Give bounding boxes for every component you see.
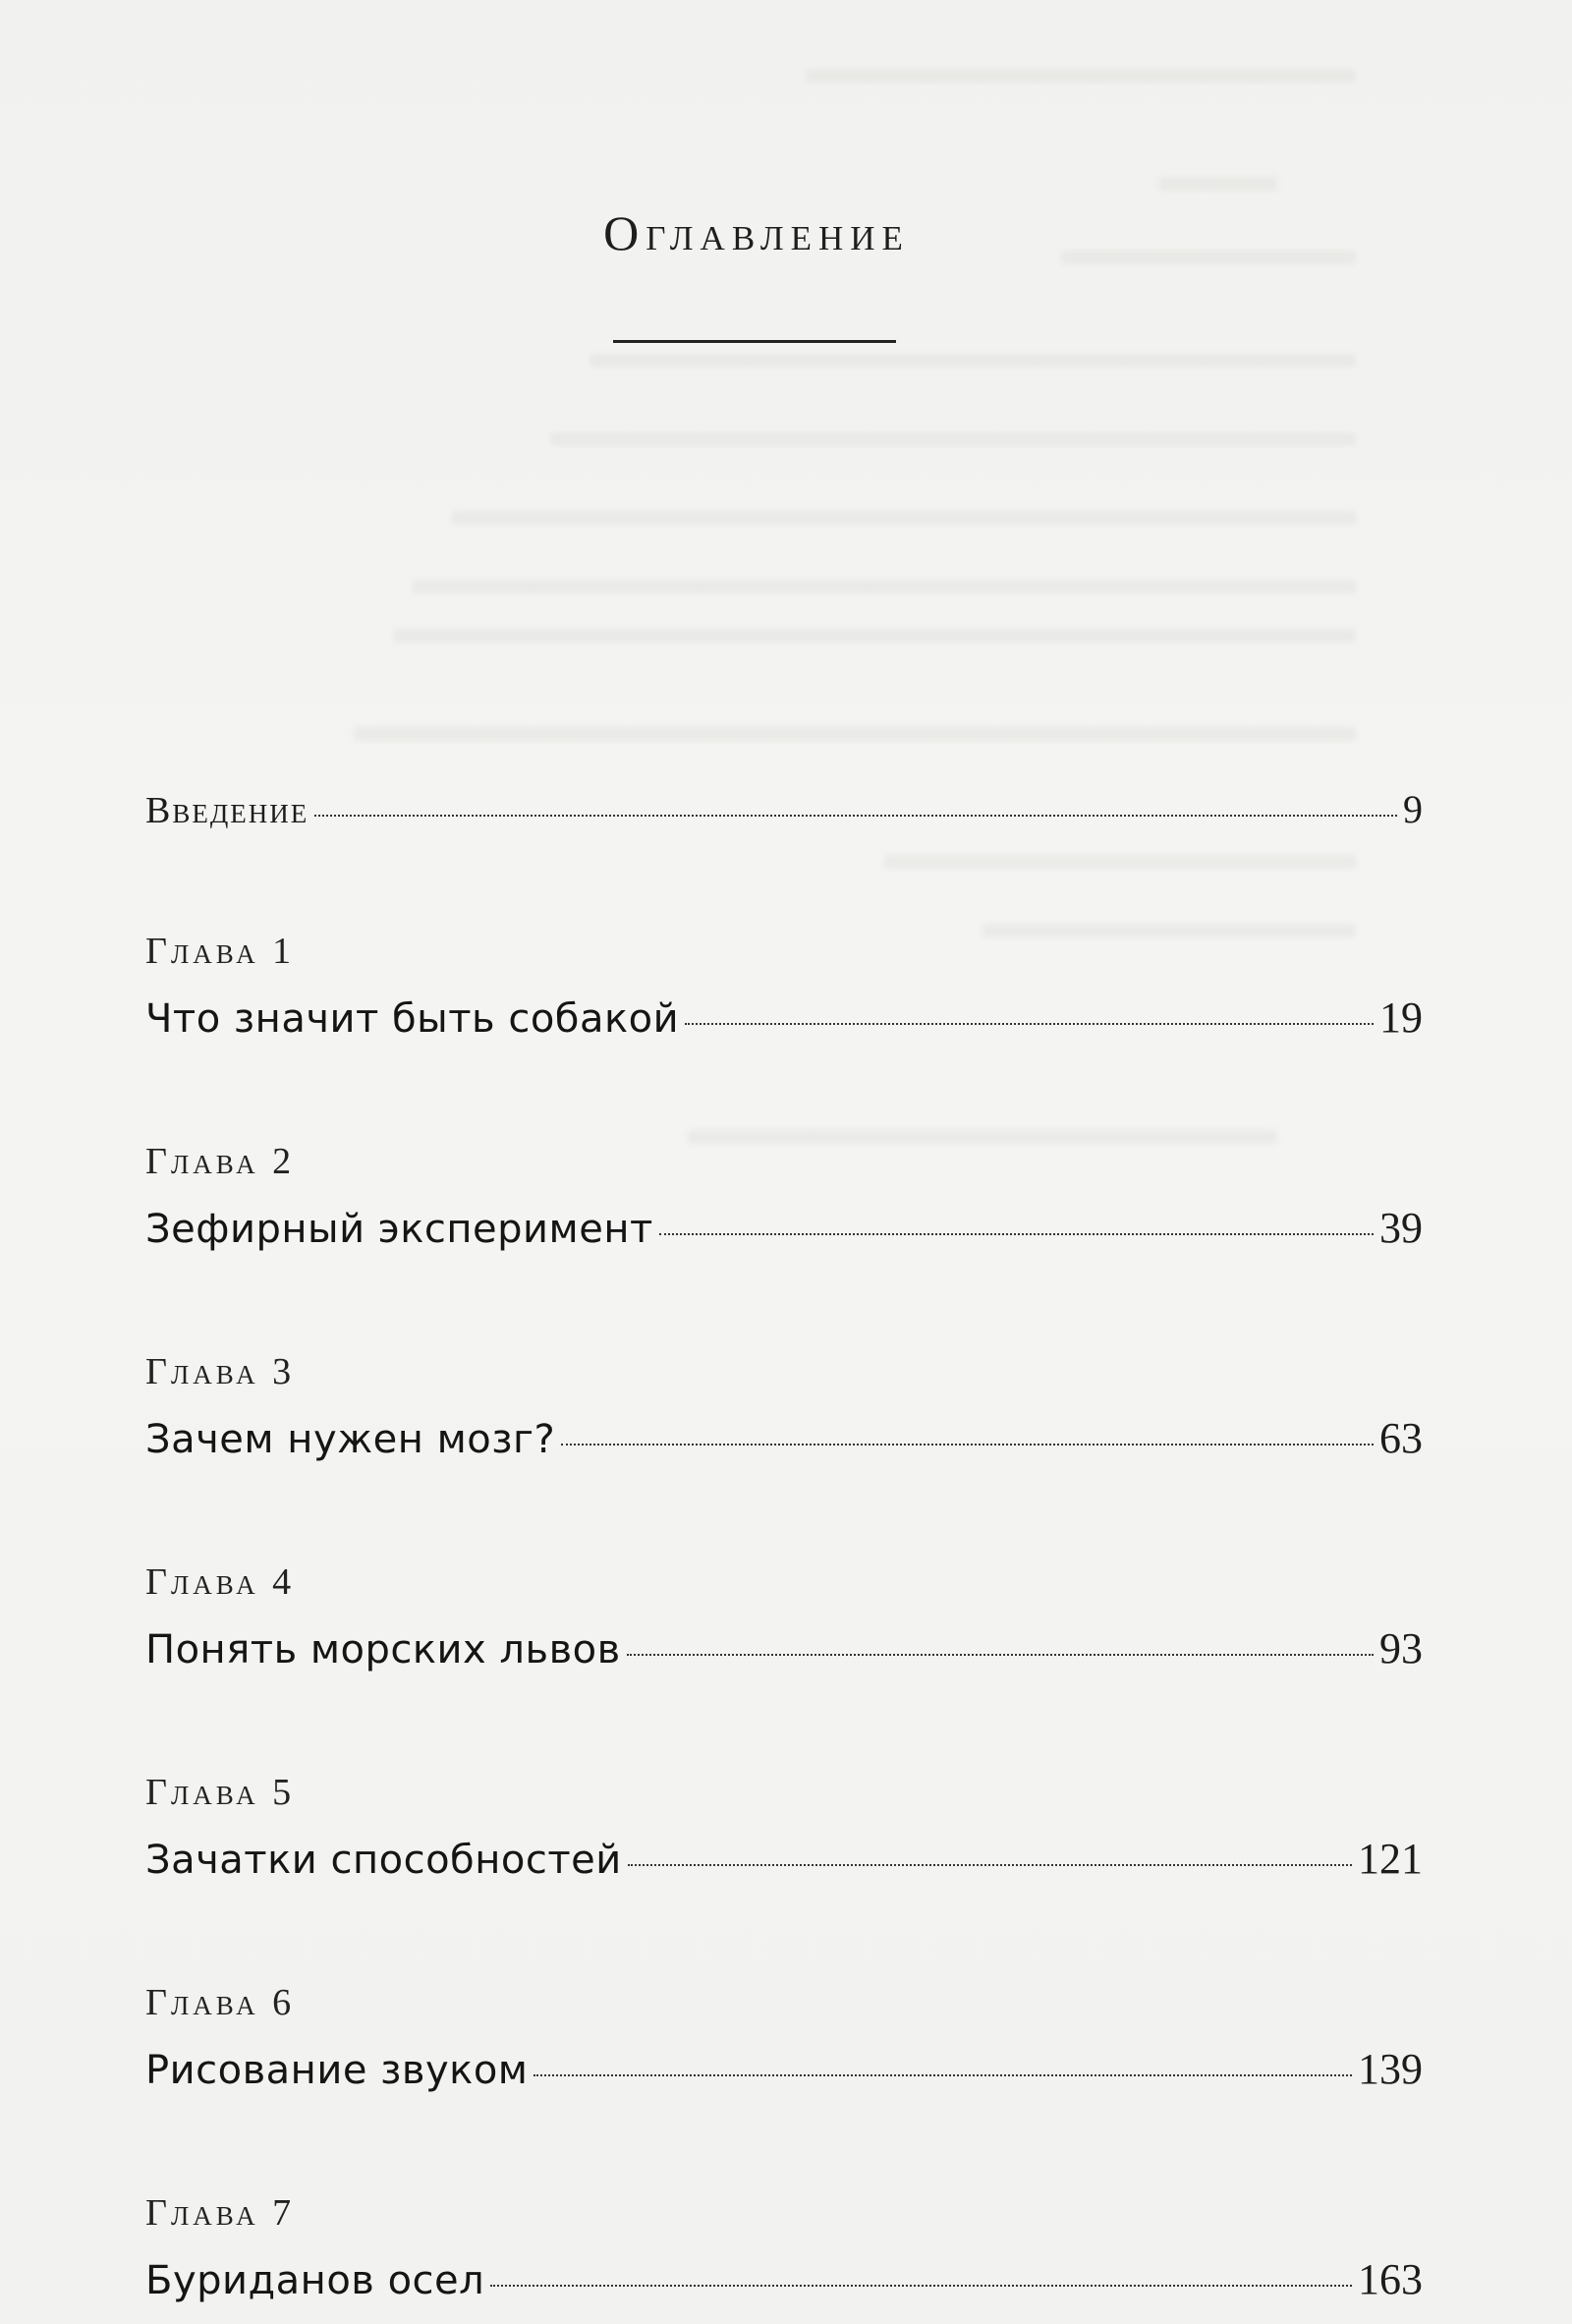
toc-page-number: 9 bbox=[1403, 787, 1423, 831]
toc-entry-chapter-7[interactable] bbox=[145, 2187, 1423, 2304]
toc-page-number: 39 bbox=[1379, 1204, 1423, 1252]
toc-entry-line bbox=[145, 1203, 1423, 1253]
chapter-label: Глава 6 bbox=[145, 1982, 296, 2023]
toc-entry-line bbox=[145, 1623, 1423, 1673]
toc-entry-title: Рисование звуком bbox=[145, 2048, 529, 2093]
table-of-contents bbox=[145, 786, 1423, 2304]
chapter-label: Глава 4 bbox=[145, 1561, 296, 1603]
toc-page-number: 19 bbox=[1379, 993, 1423, 1042]
toc-entry-line bbox=[145, 2254, 1423, 2304]
toc-entry-chapter-1[interactable] bbox=[145, 926, 1423, 1043]
toc-entry-chapter-3[interactable] bbox=[145, 1346, 1423, 1463]
toc-title: Оглавление bbox=[603, 205, 910, 260]
toc-entry-line bbox=[145, 1413, 1423, 1463]
toc-entry-line bbox=[145, 1834, 1423, 1884]
toc-entry-title: Зефирный эксперимент bbox=[145, 1207, 653, 1252]
toc-entry-title: Понять морских львов bbox=[145, 1627, 621, 1672]
toc-entry-line bbox=[145, 2044, 1423, 2094]
toc-entry-title: Зачем нужен мозг? bbox=[145, 1417, 556, 1462]
toc-page-number: 63 bbox=[1379, 1414, 1423, 1462]
dot-leader bbox=[314, 815, 1397, 817]
toc-entry-title: Зачатки способностей bbox=[145, 1838, 622, 1883]
toc-entry-title: Буриданов осел bbox=[145, 2258, 485, 2303]
dot-leader bbox=[561, 1444, 1374, 1445]
toc-entry-chapter-5[interactable] bbox=[145, 1767, 1423, 1884]
chapter-label: Глава 1 bbox=[145, 931, 296, 972]
dot-leader bbox=[628, 1864, 1352, 1866]
dot-leader bbox=[685, 1023, 1374, 1025]
toc-entry-title: Введение bbox=[145, 790, 309, 831]
chapter-label: Глава 5 bbox=[145, 1772, 296, 1813]
toc-entry-line bbox=[145, 992, 1423, 1043]
toc-entry-intro[interactable] bbox=[145, 786, 1423, 832]
dot-leader bbox=[627, 1654, 1374, 1656]
dot-leader bbox=[659, 1233, 1374, 1235]
toc-page-number: 139 bbox=[1358, 2045, 1423, 2093]
toc-entry-chapter-4[interactable] bbox=[145, 1557, 1423, 1673]
toc-page-number: 121 bbox=[1358, 1835, 1423, 1883]
toc-page-number: 93 bbox=[1379, 1624, 1423, 1672]
toc-entry-chapter-6[interactable] bbox=[145, 1977, 1423, 2094]
chapter-label: Глава 7 bbox=[145, 2192, 296, 2234]
dot-leader bbox=[533, 2074, 1352, 2076]
toc-entry-line bbox=[145, 786, 1423, 832]
title-divider bbox=[613, 340, 896, 343]
toc-entry-title: Что значит быть собакой bbox=[145, 996, 680, 1042]
toc-page-number: 163 bbox=[1358, 2255, 1423, 2303]
chapter-label: Глава 3 bbox=[145, 1351, 296, 1392]
toc-entry-chapter-2[interactable] bbox=[145, 1136, 1423, 1253]
dot-leader bbox=[490, 2285, 1352, 2287]
chapter-label: Глава 2 bbox=[145, 1141, 296, 1182]
